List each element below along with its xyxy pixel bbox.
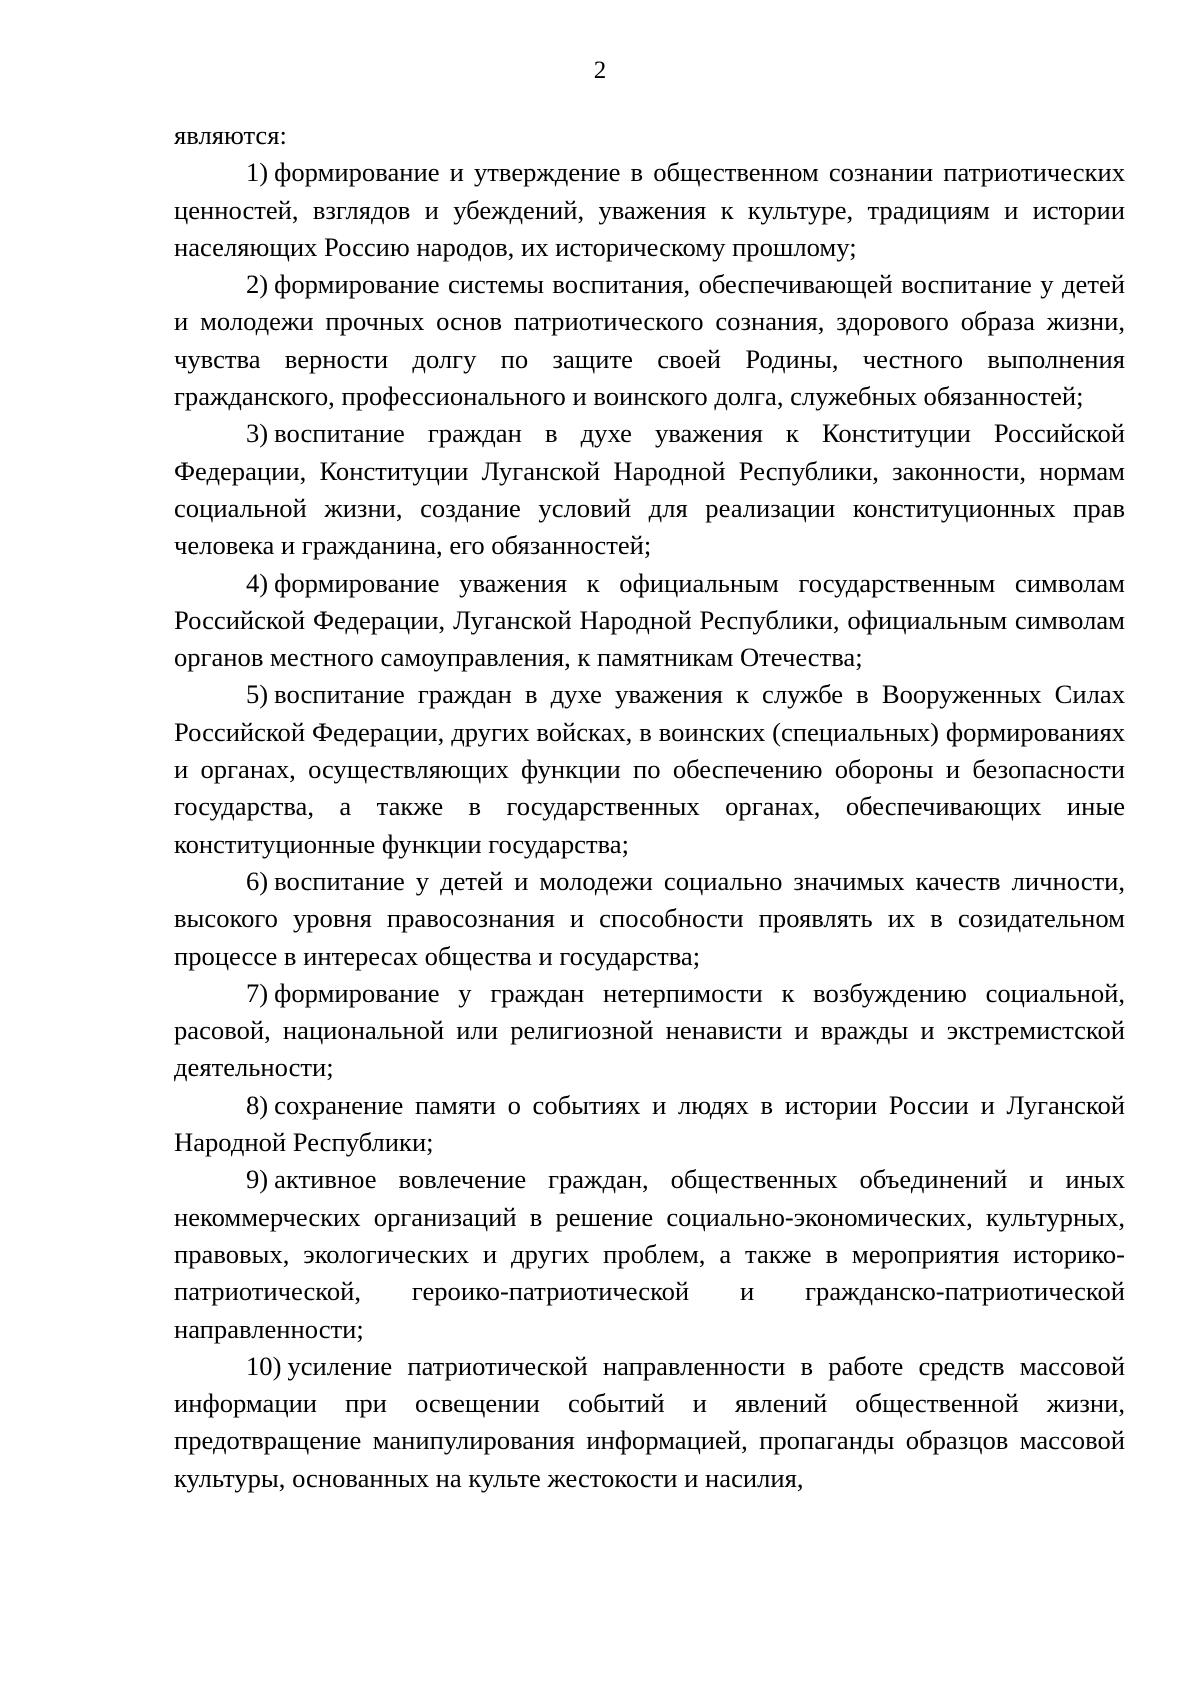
list-item [174, 565, 1125, 677]
list-item-text: формирование уважения к официальным государственным символам Российской Федерации, Луганской Народной Республики, официальным символам органов местного самоуправления, к памятникам Отечества; [174, 567, 1125, 673]
list-item-text: воспитание у детей и молодежи социально значимых качеств личности, высокого уровня правосознания и способности проявлять их в созидательном процессе в интересах общества и государства; [174, 865, 1125, 971]
list-item-number: 1) [246, 157, 269, 188]
list-item-text: усиление патриотической направленности в работе средств массовой информации при освещении событий и явлений общественной жизни, предотвращение манипулирования информацией, пропаганды образцов массовой культуры, основанных на культе жестокости и насилия, [174, 1350, 1125, 1493]
list-item-number: 4) [246, 567, 269, 598]
list-item-text: воспитание граждан в духе уважения к службе в Вооруженных Силах Российской Федерации, других войсках, в воинских (специальных) формированиях и органах, осуществляющих функции по обеспечению обороны и безопасности государства, а также в государственных органах, обеспечивающих иные конституционные функции государства; [174, 679, 1125, 859]
list-item [174, 415, 1125, 564]
list-item [174, 975, 1125, 1087]
list-item-number: 6) [246, 865, 269, 896]
list-item [174, 1161, 1125, 1347]
list-item-text: активное вовлечение граждан, общественных объединений и иных некоммерческих организаций в решение социально-экономических, культурных, правовых, экологических и других проблем, а также в мероприятия историко-патриотической, героико-патриотической и гражданско-патриотической направленности; [174, 1164, 1125, 1344]
list-item-number: 2) [246, 269, 269, 300]
list-item-number: 3) [246, 418, 269, 449]
document-body [174, 117, 1125, 1497]
page-number: 2 [593, 57, 607, 84]
list-item-number: 9) [246, 1164, 269, 1195]
list-item-text: сохранение памяти о событиях и людях в истории России и Луганской Народной Республики; [174, 1089, 1125, 1158]
list-item-number: 5) [246, 679, 269, 710]
list-item [174, 863, 1125, 975]
list-item [174, 1348, 1125, 1497]
list-item-number: 8) [246, 1089, 269, 1120]
intro-text: являются: [174, 120, 287, 150]
list-item-number: 7) [246, 977, 269, 1008]
list-item-text: воспитание граждан в духе уважения к Конституции Российской Федерации, Конституции Луганской Народной Республики, законности, нормам социальной жизни, создание условий для реализации конституционных прав человека и гражданина, его обязанностей; [174, 418, 1125, 561]
list-item-text: формирование у граждан нетерпимости к возбуждению социальной, расовой, национальной или религиозной ненависти и вражды и экстремистской деятельности; [174, 977, 1125, 1083]
list-item-text: формирование и утверждение в общественном сознании патриотических ценностей, взглядов и убеждений, уважения к культуре, традициям и истории населяющих Россию народов, их историческому прошлому; [174, 157, 1125, 262]
list-item [174, 266, 1125, 415]
list-item [174, 1087, 1125, 1162]
list-item [174, 676, 1125, 862]
list-item-text: формирование системы воспитания, обеспечивающей воспитание у детей и молодежи прочных основ патриотического сознания, здорового образа жизни, чувства верности долгу по защите своей Родины, честного выполнения гражданского, профессионального и воинского долга, служебных обязанностей; [174, 269, 1125, 412]
list-item-number: 10) [246, 1350, 282, 1381]
list-item [174, 154, 1125, 266]
